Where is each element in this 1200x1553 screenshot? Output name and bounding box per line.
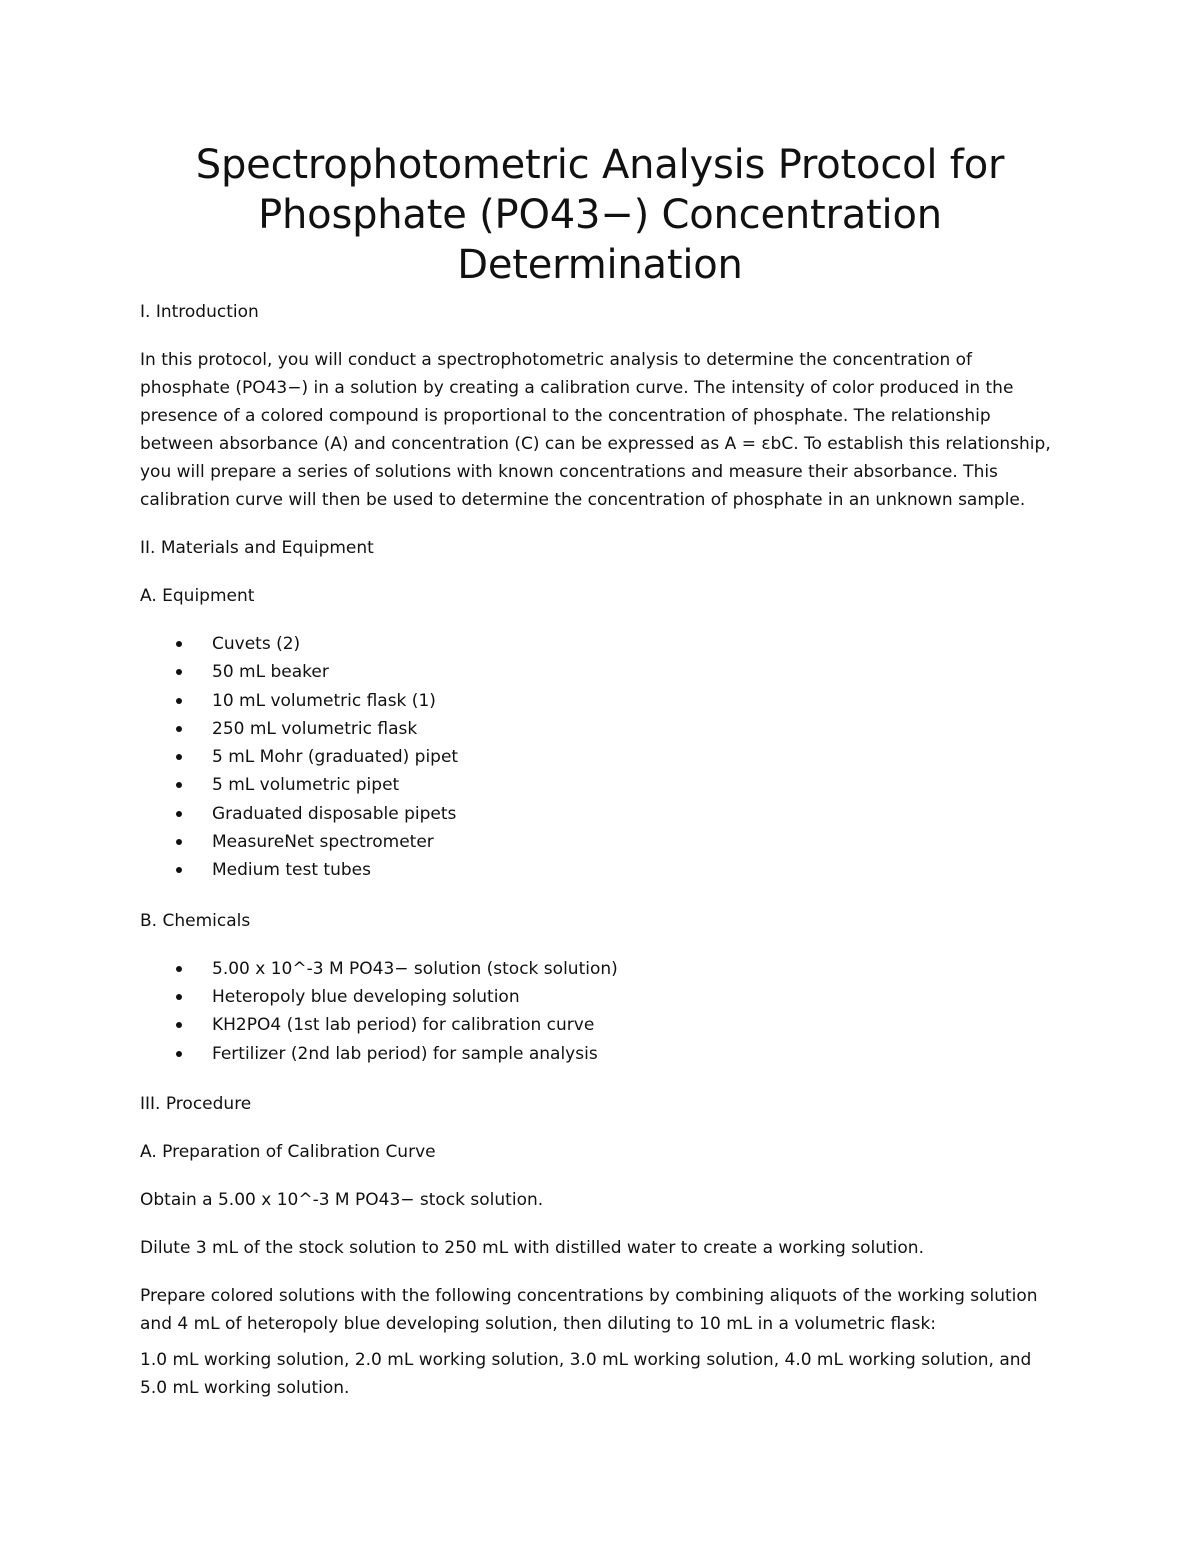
procedure-step-3: Prepare colored solutions with the following concentrations by combining aliquots of the working solution and 4 mL of heteropoly blue developing solution, then diluting to 10 mL in a volumetric flask: <box>140 1285 1038 1334</box>
list-item-text: MeasureNet spectrometer <box>212 832 434 853</box>
list-item <box>140 856 1060 884</box>
list-item <box>140 800 1060 828</box>
list-item-text: Graduated disposable pipets <box>212 803 457 824</box>
bullet-icon <box>176 994 182 1000</box>
bullet-icon <box>176 1051 182 1057</box>
list-item <box>140 828 1060 856</box>
list-item-text: KH2PO4 (1st lab period) for calibration curve <box>212 1015 595 1036</box>
bullet-icon <box>176 698 182 704</box>
list-item <box>140 687 1060 715</box>
chemicals-list <box>140 955 1060 1068</box>
bullet-icon <box>176 641 182 647</box>
introduction-paragraph: In this protocol, you will conduct a spectrophotometric analysis to determine the concentration of phosphate (PO43−) in a solution by creating a calibration curve. The intensity of color produced in the presence of a colored compound is proportional to the concentration of phosphate. The relationship between absorbance (A) and concentration (C) can be expressed as A = εbC. To establish this relationship, you will prepare a series of solutions with known concentrations and measure their absorbance. This calibration curve will then be used to determine the concentration of phosphate in an unknown sample. <box>140 350 1051 510</box>
bullet-icon <box>176 726 182 732</box>
list-item-text: Fertilizer (2nd lab period) for sample analysis <box>212 1043 598 1064</box>
bullet-icon <box>176 782 182 788</box>
procedure-step-4: 1.0 mL working solution, 2.0 mL working solution, 3.0 mL working solution, 4.0 mL working solution, and 5.0 mL working solution. <box>140 1349 1032 1398</box>
procedure-heading: III. Procedure <box>140 1093 252 1114</box>
list-item-text: 10 mL volumetric flask (1) <box>212 690 436 711</box>
list-item-text: 5 mL Mohr (graduated) pipet <box>212 747 459 768</box>
list-item-text: 50 mL beaker <box>212 662 329 683</box>
list-item <box>140 658 1060 686</box>
materials-heading: II. Materials and Equipment <box>140 538 374 558</box>
list-item-text: Heteropoly blue developing solution <box>212 986 520 1007</box>
equipment-list <box>140 630 1060 885</box>
chemicals-heading: B. Chemicals <box>140 910 251 931</box>
list-item-text: 5 mL volumetric pipet <box>212 775 400 796</box>
calibration-heading: A. Preparation of Calibration Curve <box>140 1141 436 1162</box>
list-item-text: Cuvets (2) <box>212 634 301 654</box>
list-item <box>140 771 1060 799</box>
introduction-heading: I. Introduction <box>140 302 259 322</box>
list-item <box>140 983 1060 1011</box>
title-line-3: Determination <box>457 242 743 288</box>
bullet-icon <box>176 754 182 760</box>
title-line-1: Spectrophotometric Analysis Protocol for <box>195 142 1005 188</box>
list-item <box>140 630 1060 658</box>
procedure-step-2: Dilute 3 mL of the stock solution to 250 mL with distilled water to create a working solution. <box>140 1237 924 1258</box>
list-item <box>140 715 1060 743</box>
bullet-icon <box>176 966 182 972</box>
bullet-icon <box>176 811 182 817</box>
page-title <box>140 140 1060 290</box>
list-item-text: 5.00 x 10^-3 M PO43− solution (stock solution) <box>212 958 618 979</box>
bullet-icon <box>176 1022 182 1028</box>
title-line-2: Phosphate (PO43−) Concentration <box>258 192 942 238</box>
bullet-icon <box>176 867 182 873</box>
equipment-heading: A. Equipment <box>140 586 255 606</box>
list-item <box>140 1040 1060 1068</box>
list-item <box>140 955 1060 983</box>
bullet-icon <box>176 669 182 675</box>
procedure-step-1: Obtain a 5.00 x 10^-3 M PO43− stock solution. <box>140 1189 544 1210</box>
bullet-icon <box>176 839 182 845</box>
list-item <box>140 743 1060 771</box>
list-item-text: 250 mL volumetric flask <box>212 718 418 739</box>
list-item <box>140 1011 1060 1039</box>
list-item-text: Medium test tubes <box>212 860 371 881</box>
